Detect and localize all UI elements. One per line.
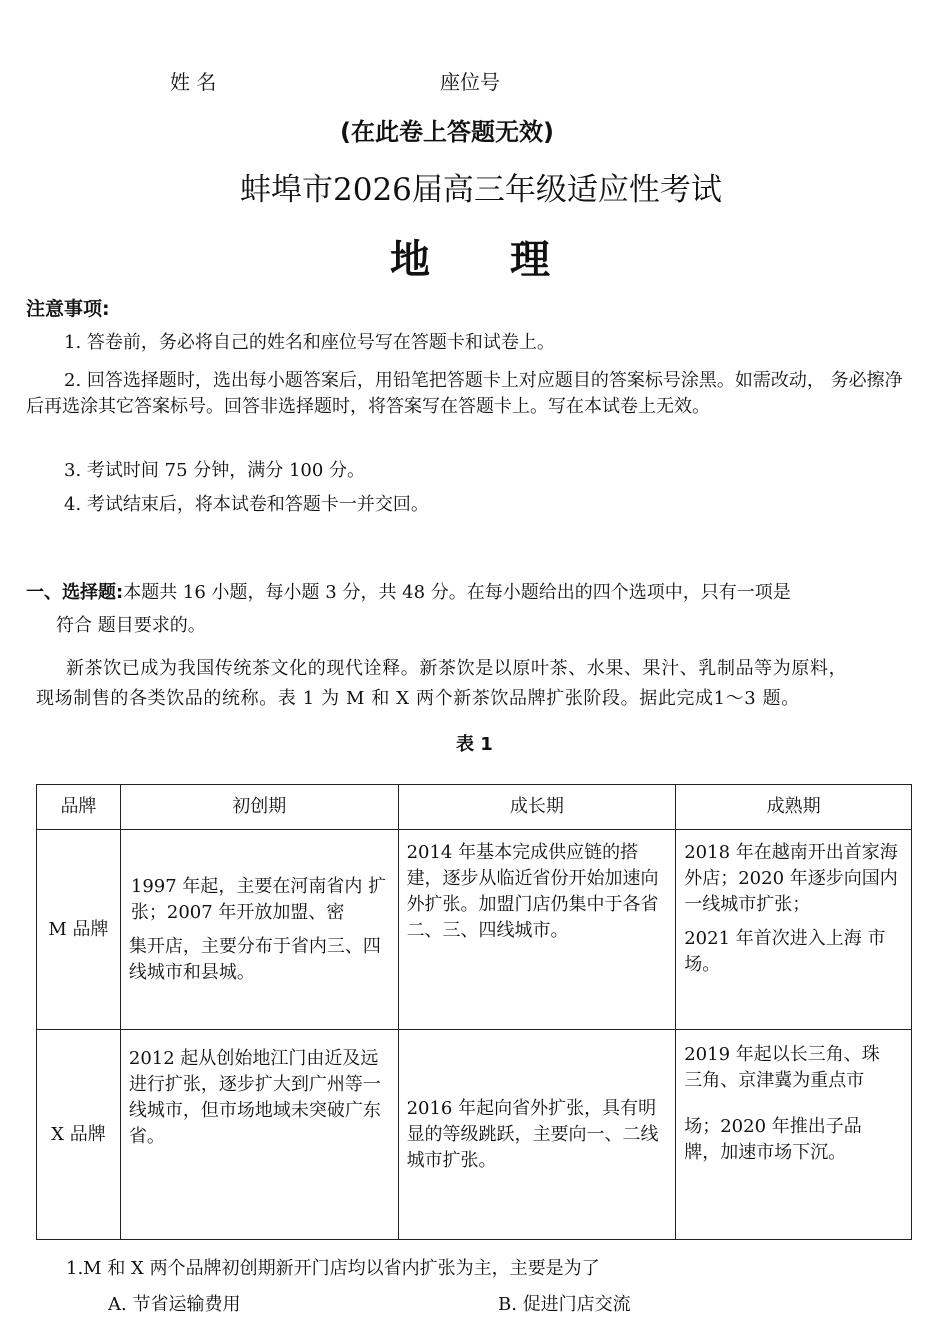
mature-text-part-2: 2021 年首次进入上海 市场。 [684, 928, 886, 975]
growth-text: 2016 年起向省外扩张，具有明显的等级跳跃，主要向一、二线城市扩张。 [406, 1097, 659, 1171]
mature-cell [676, 1030, 912, 1240]
mature-text-part-1: 2018 年在越南开出首家海外店；2020 年逐步向国内一线城市扩张； [684, 842, 898, 915]
exam-title: 蚌埠市2026届高三年级适应性考试 [240, 172, 722, 208]
mature-text-part-2: 场；2020 年推出子品 牌，加速市场下沉。 [684, 1116, 862, 1163]
section-1-heading: 一、选择题: [26, 582, 124, 603]
notice-item-4: 4. 考试结束后，将本试卷和答题卡一并交回。 [64, 494, 429, 515]
header-growth: 成长期 [398, 785, 676, 830]
table-caption: 表 1 [456, 734, 493, 755]
notice-item-2: 2. 回答选择题时，选出每小题答案后，用铅笔把答题卡上对应题目的答案标号涂黑。如需改动， 务必擦净后再选涂其它答案标号。回答非选择题时，将答案写在答题卡上。写在本试卷上无效。 [26, 370, 903, 417]
passage-line-1: 新茶饮已成为我国传统茶文化的现代诠释。新茶饮是以原叶茶、水果、果汁、乳制品等为原料， [66, 658, 848, 679]
seat-label: 座位号 [440, 70, 500, 94]
startup-cell [120, 830, 398, 1030]
notice-item-3: 3. 考试时间 75 分钟，满分 100 分。 [64, 460, 366, 481]
table-row [37, 830, 912, 1030]
name-label: 姓 名 [170, 70, 217, 94]
header-startup: 初创期 [120, 785, 398, 830]
subject-title: 地 理 [390, 237, 550, 283]
section-1-line-1 [26, 580, 791, 606]
brand-cell: M 品牌 [37, 830, 121, 1030]
question-1-option-a: A. 节省运输费用 [108, 1294, 241, 1315]
header-brand: 品牌 [37, 785, 121, 830]
brand-expansion-table [36, 784, 912, 1240]
notice-heading: 注意事项: [26, 298, 110, 320]
growth-cell [398, 1030, 676, 1240]
question-1-option-b: B. 促进门店交流 [498, 1294, 631, 1315]
table-row [37, 1030, 912, 1240]
brand-cell: X 品牌 [37, 1030, 121, 1240]
passage-line-2: 现场制售的各类饮品的统称。表 1 为 M 和 X 两个新茶饮品牌扩张阶段。据此完成1～3 题。 [36, 688, 800, 709]
startup-text-part-1: 1997 年起，主要在河南省内 扩张；2007 年开放加盟、密 [130, 875, 387, 923]
section-1-line-2: 符合 题目要求的。 [56, 615, 206, 636]
mature-text-part-1: 2019 年起以长三角、珠 三角、京津冀为重点市 [684, 1044, 880, 1091]
invalid-note: (在此卷上答题无效) [340, 118, 554, 146]
startup-text-part-2: 集开店，主要分布于省内三、四线城市和县城。 [128, 935, 381, 983]
growth-text: 2014 年基本完成供应链的搭建，逐步从临近省份开始加速向外扩张。加盟门店仍集中于各省二、三、四线城市。 [406, 842, 659, 941]
mature-cell [676, 830, 912, 1030]
header-mature: 成熟期 [676, 785, 912, 830]
section-1-text: 本题共 16 小题，每小题 3 分，共 48 分。在每小题给出的四个选项中，只有一项是 [123, 582, 791, 603]
table-header-row [37, 785, 912, 830]
startup-cell [120, 1030, 398, 1240]
notice-item-1: 1. 答卷前，务必将自己的姓名和座位号写在答题卡和试卷上。 [64, 332, 555, 353]
question-1-stem: 1.M 和 X 两个品牌初创期新开门店均以省内扩张为主，主要是为了 [66, 1258, 600, 1279]
growth-cell [398, 830, 676, 1030]
startup-text: 2012 起从创始地江门由近及远进行扩张，逐步扩大到广州等一线城市，但市场地域未突破广东省。 [128, 1048, 381, 1147]
